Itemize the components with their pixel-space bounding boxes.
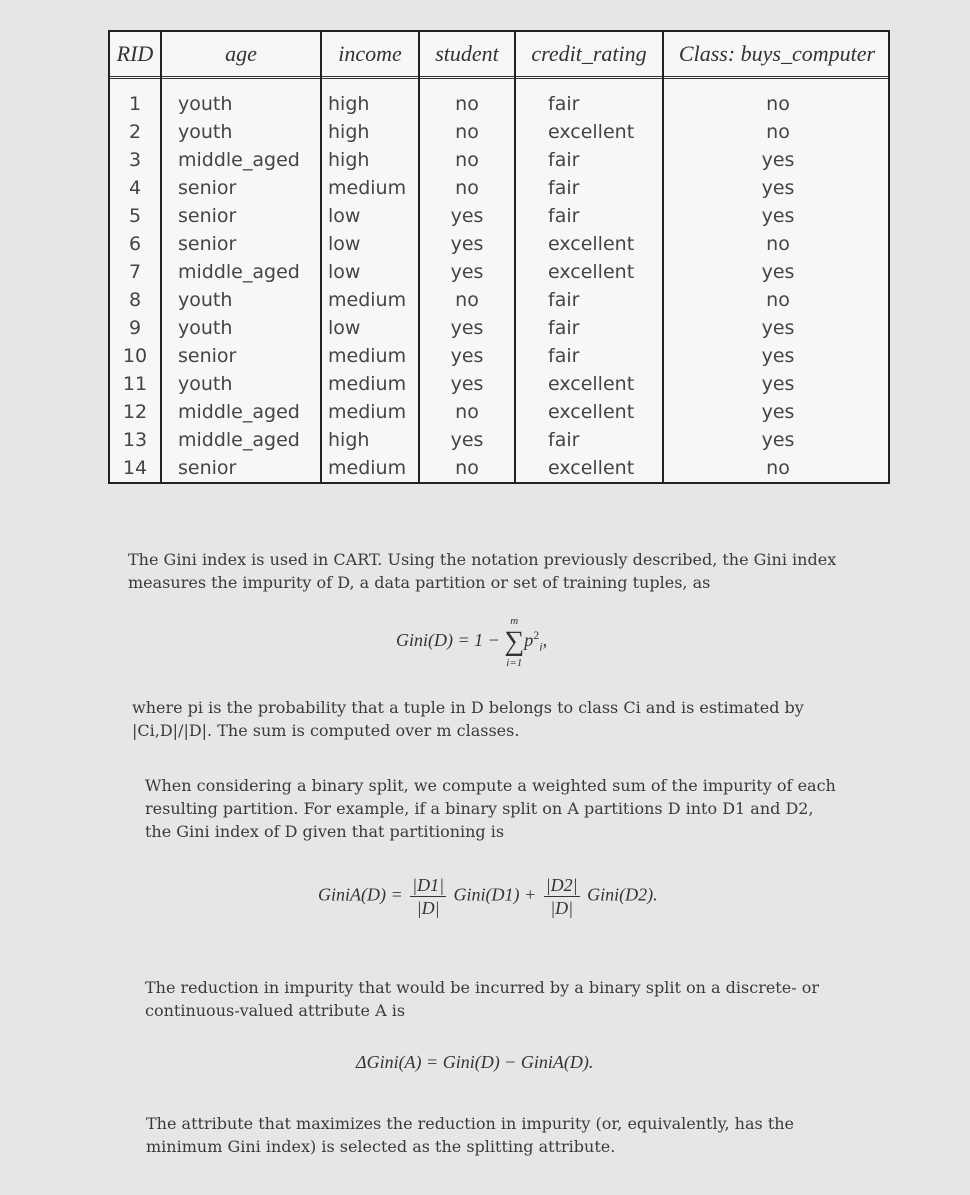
header-income: income [338,41,402,66]
cell-student: yes [450,345,484,367]
cell-rid: 12 [122,401,148,423]
cell-student: yes [450,233,484,255]
cell-class: yes [761,177,795,199]
cell-class: yes [761,261,795,283]
impurity-reduction-paragraph: The reduction in impurity that would be incurred by a binary split on a discrete- or continuous-valued attribute A is [145,978,819,1020]
splitting-attribute-paragraph: The attribute that maximizes the reduction in impurity (or, equivalently, has the minimum Gini index) is selected as the splitting attribute. [146,1114,795,1156]
fraction-d2-denominator: |D| [550,898,574,918]
cell-rid: 11 [122,373,148,395]
cell-student: yes [450,261,484,283]
cell-income: medium [328,373,407,395]
cell-credit-rating: excellent [548,233,635,255]
cell-class: no [766,93,790,115]
cell-rid: 6 [128,233,142,255]
cell-class: yes [761,429,795,451]
cell-class: yes [761,205,795,227]
fraction-d1 [410,874,446,919]
cell-class: no [766,289,790,311]
cell-age: senior [178,233,237,255]
cell-age: youth [178,289,233,311]
cell-income: low [328,233,361,255]
cell-student: no [455,457,479,479]
cell-age: middle_aged [178,149,300,171]
cell-credit-rating: excellent [548,373,635,395]
table-row [110,230,888,258]
weighted-gini-formula [318,874,658,919]
header-credit-rating: credit_rating [531,41,647,66]
cell-rid: 3 [128,149,142,171]
table-row [110,118,888,146]
weighted-gini-end: Gini(D2). [587,884,658,905]
cell-age: youth [178,93,233,115]
cell-credit-rating: fair [548,205,580,227]
cell-age: senior [178,205,237,227]
weighted-gini-middle: Gini(D1) + [453,884,537,905]
cell-credit-rating: excellent [548,261,635,283]
header-student: student [435,41,499,66]
formula-comma: , [542,630,548,651]
cell-income: medium [328,289,407,311]
cell-rid: 4 [128,177,142,199]
cell-income: high [328,93,370,115]
cell-credit-rating: fair [548,149,580,171]
table-row [110,398,888,426]
cell-income: low [328,317,361,339]
cell-class: no [766,457,790,479]
gini-formula [396,614,547,670]
cell-class: yes [761,373,795,395]
cell-rid: 14 [122,457,148,479]
table-header [110,32,888,79]
cell-credit-rating: excellent [548,121,635,143]
fraction-d2-numerator: |D2| [545,875,578,895]
cell-credit-rating: fair [548,429,580,451]
cell-income: low [328,205,361,227]
table-row [110,146,888,174]
header-class: Class: buys_computer [678,41,876,66]
cell-class: yes [761,149,795,171]
header-age: age [225,41,257,66]
cell-student: no [455,121,479,143]
training-data-table [108,30,890,484]
cell-class: yes [761,401,795,423]
cell-income: medium [328,457,407,479]
cell-credit-rating: fair [548,317,580,339]
cell-age: senior [178,177,237,199]
table-row [110,342,888,370]
cell-rid: 8 [128,289,142,311]
gini-formula-term: p [524,630,534,651]
delta-gini-formula: ΔGini(A) = Gini(D) − GiniA(D). [356,1052,594,1072]
cell-age: youth [178,373,233,395]
cell-class: no [766,233,790,255]
sum-upper-bound: m [510,615,519,627]
cell-rid: 7 [128,261,142,283]
summation-symbol: m ∑ i=1 [504,615,525,669]
cell-credit-rating: fair [548,93,580,115]
cell-student: yes [450,317,484,339]
cell-student: no [455,149,479,171]
cell-rid: 9 [128,317,142,339]
cell-age: senior [178,345,237,367]
cell-student: no [455,289,479,311]
cell-student: no [455,401,479,423]
cell-class: yes [761,317,795,339]
term-exponent: 2 [533,628,540,643]
cell-class: no [766,121,790,143]
cell-income: medium [328,345,407,367]
cell-rid: 1 [128,93,142,115]
fraction-d1-numerator: |D1| [412,875,445,895]
cell-student: yes [450,205,484,227]
cell-age: senior [178,457,237,479]
cell-student: yes [450,429,484,451]
cell-credit-rating: excellent [548,457,635,479]
table-row [110,174,888,202]
fraction-d1-denominator: |D| [416,898,440,918]
cell-class: yes [761,345,795,367]
cell-age: middle_aged [178,401,300,423]
cell-rid: 10 [122,345,148,367]
table-row [110,286,888,314]
table-row [110,454,888,482]
cell-student: no [455,177,479,199]
weighted-gini-lhs: GiniA(D) = [318,884,403,905]
table-row [110,370,888,398]
term-subscript: i [539,639,543,654]
cell-income: medium [328,177,407,199]
table-row [110,426,888,454]
cell-rid: 2 [128,121,142,143]
cell-age: youth [178,121,233,143]
cell-rid: 5 [128,205,142,227]
table-row [110,90,888,118]
gini-intro-paragraph: The Gini index is used in CART. Using the notation previously described, the Gini index measures the impurity of D, a data partition or set of training tuples, as [128,550,837,592]
probability-definition: where pi is the probability that a tuple in D belongs to class Ci and is estimated by |Ci,D|/|D|. The sum is computed over m classes. [132,698,804,740]
cell-age: middle_aged [178,429,300,451]
table-row [110,314,888,342]
cell-income: low [328,261,361,283]
table-row [110,258,888,286]
cell-credit-rating: fair [548,289,580,311]
cell-age: youth [178,317,233,339]
cell-credit-rating: excellent [548,401,635,423]
binary-split-paragraph: When considering a binary split, we compute a weighted sum of the impurity of each resulting partition. For example, if a binary split on A partitions D into D1 and D2, the Gini index of D given that partitioning is [145,776,836,841]
cell-credit-rating: fair [548,177,580,199]
table-row [110,202,888,230]
fraction-d2 [544,874,580,919]
cell-rid: 13 [122,429,148,451]
cell-student: yes [450,373,484,395]
cell-income: high [328,121,370,143]
header-rid: RID [116,41,154,66]
cell-student: no [455,93,479,115]
cell-credit-rating: fair [548,345,580,367]
cell-income: high [328,429,370,451]
cell-income: medium [328,401,407,423]
cell-age: middle_aged [178,261,300,283]
gini-formula-lhs: Gini(D) = 1 − [396,630,500,651]
cell-income: high [328,149,370,171]
sum-lower-bound: i=1 [506,657,523,669]
